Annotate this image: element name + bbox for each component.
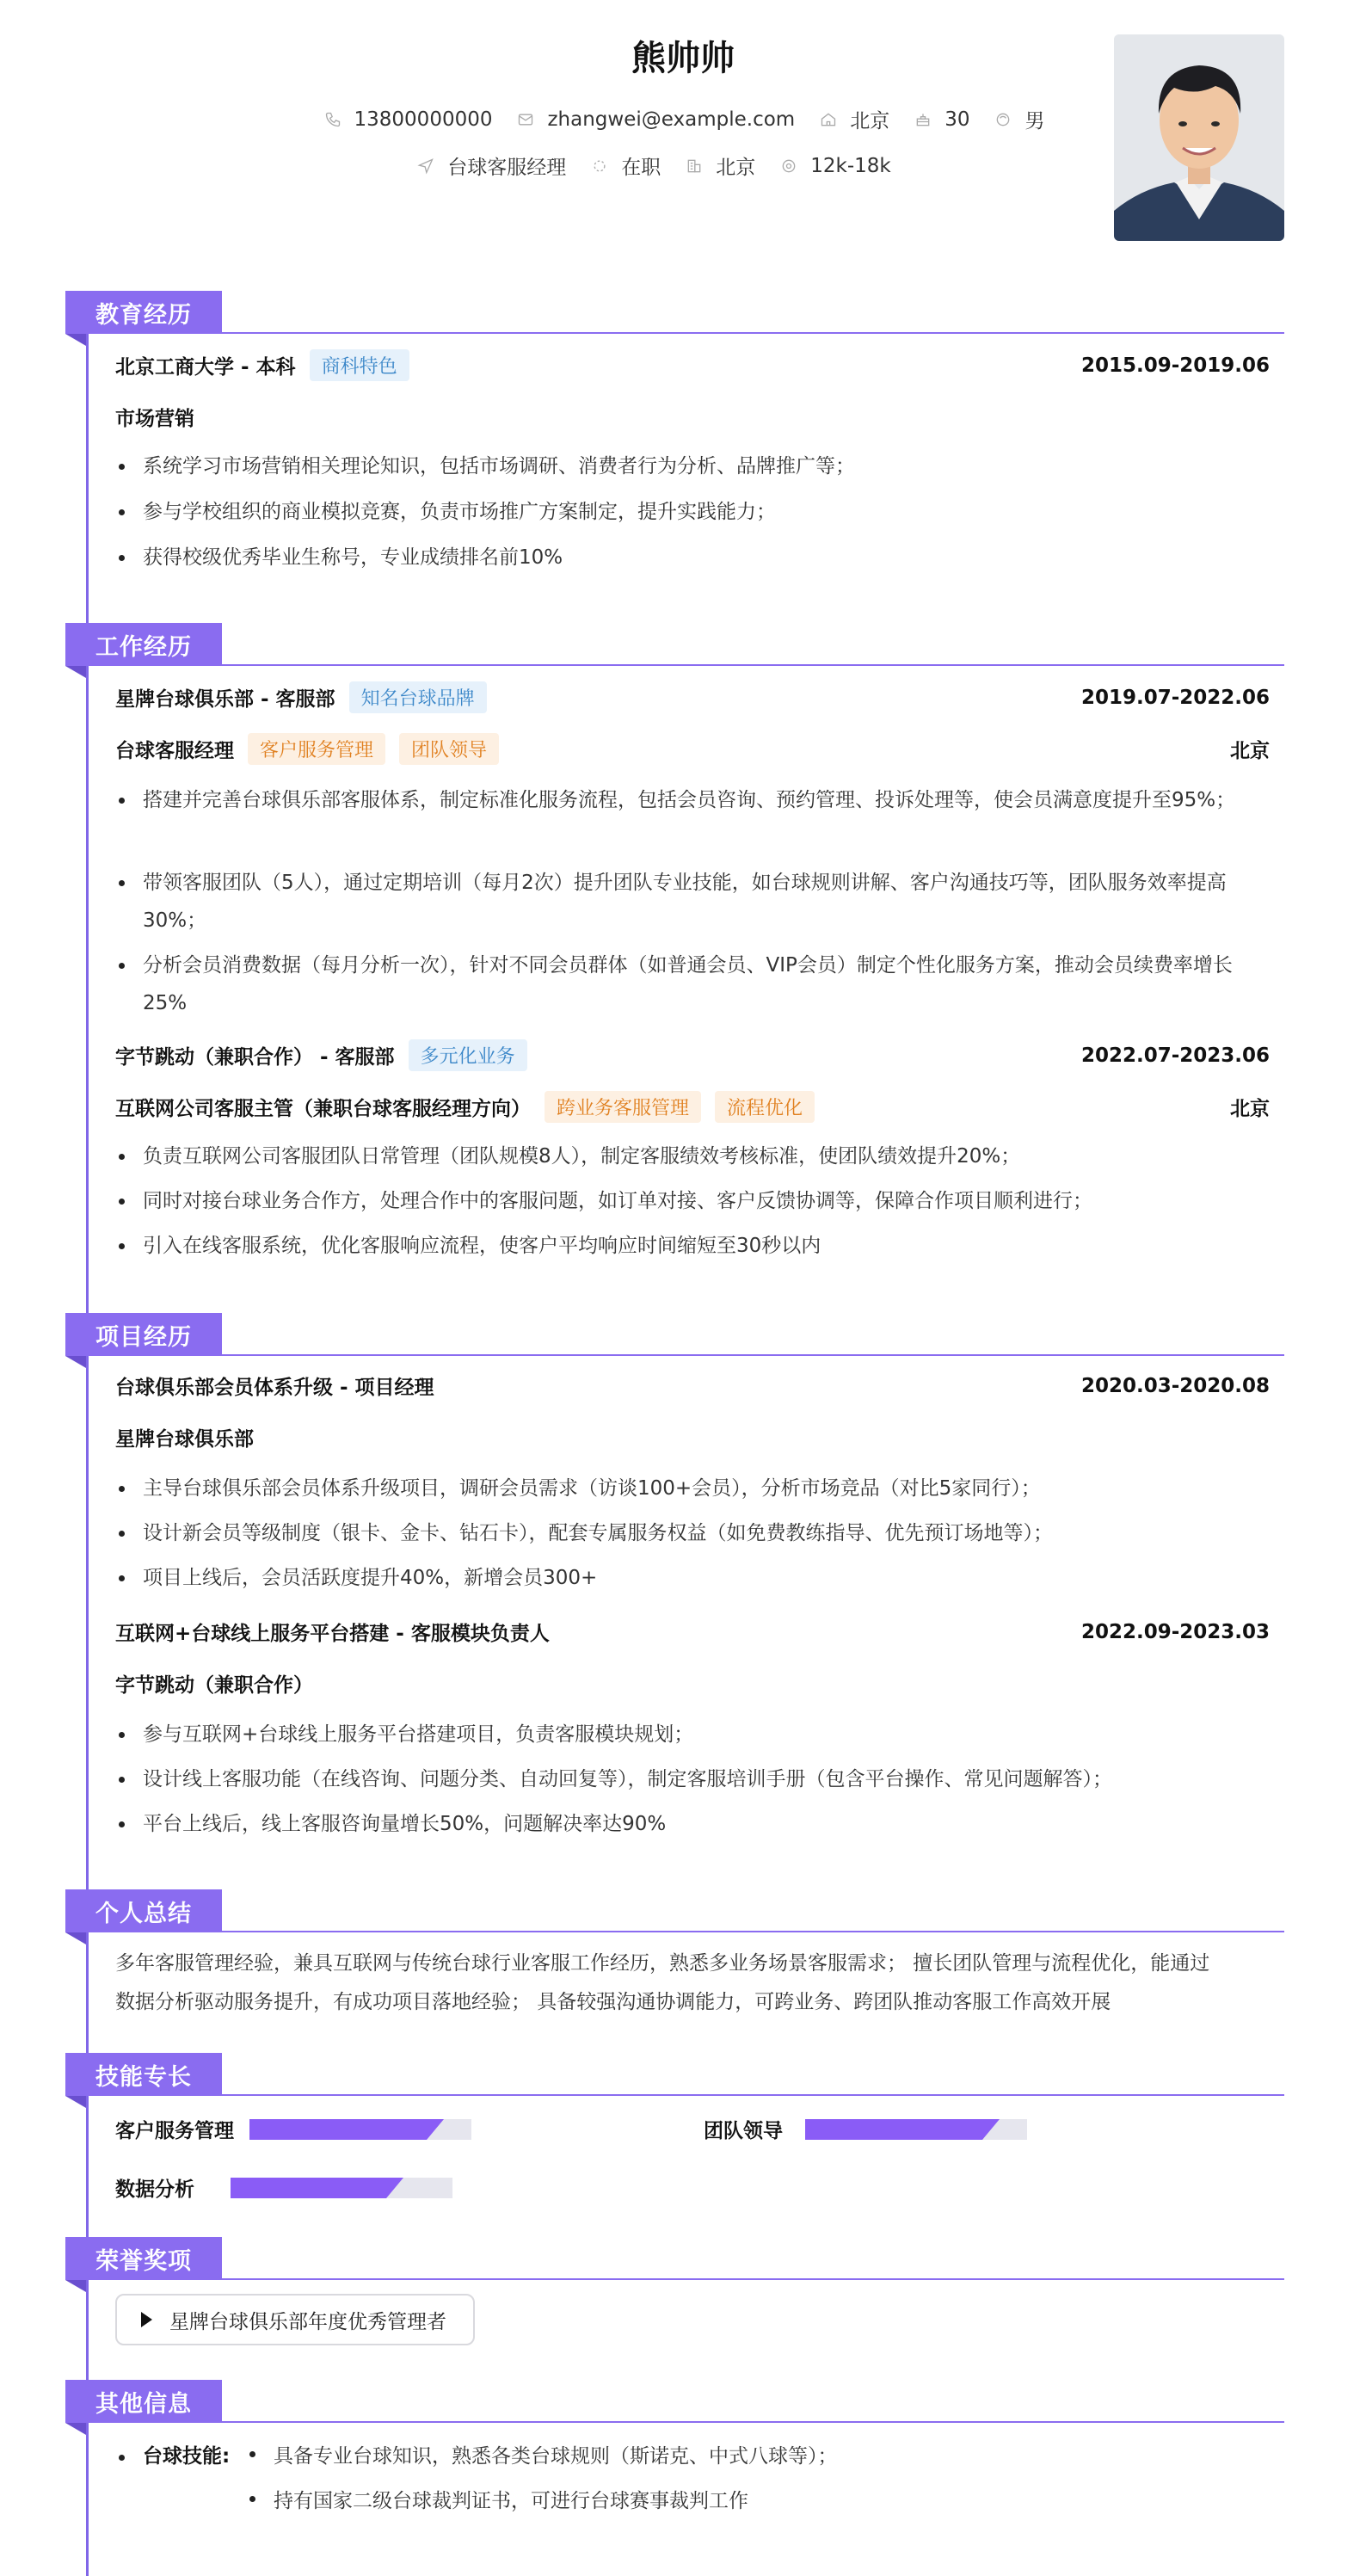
work-role-row: [115, 1091, 1270, 1123]
section-rule: [65, 2278, 1284, 2280]
profile-photo: [1114, 34, 1284, 241]
school-tag: 商科特色: [310, 349, 409, 381]
phone-text: 13800000000: [354, 108, 493, 131]
city-info: [819, 105, 889, 133]
project-org: 字节跳动（兼职合作）: [115, 1674, 313, 1697]
list-item: 负责互联网公司客服团队日常管理（团队规模8人），制定客服绩效考核标准，使团队绩效提升20%；: [115, 1137, 1270, 1175]
skill-fill: [805, 2119, 982, 2140]
phone-info: [323, 108, 493, 131]
project-name: 互联网+台球线上服务平台搭建 - 客服模块负责人: [115, 1623, 550, 1645]
work-location: 北京: [1230, 740, 1270, 762]
skill-item: [115, 2115, 471, 2143]
city-text: 北京: [850, 110, 890, 132]
list-item: 分析会员消费数据（每月分析一次），针对不同会员群体（如普通会员、VIP会员）制定个性化服务方案，推动会员续费率增长25%: [115, 946, 1270, 1022]
target-city-info: [685, 151, 755, 180]
section-title: 教育经历: [65, 291, 222, 334]
skill-bar: [231, 2178, 452, 2198]
skill-name: 数据分析: [115, 2179, 194, 2201]
work-company-row: [115, 681, 1270, 713]
section-rule: [65, 1354, 1284, 1356]
status-info: [590, 151, 661, 180]
list-item: 设计线上客服功能（在线咨询、问题分类、自动回复等），制定客服培训手册（包含平台操作、常见问题解答）；: [115, 1760, 1270, 1798]
target-city-text: 北京: [716, 157, 756, 179]
company-tag: 多元化业务: [409, 1039, 527, 1071]
age-info: [914, 108, 969, 131]
salary-text: 12k-18k: [810, 154, 891, 177]
role-name: 互联网公司客服主管（兼职台球客服经理方向）: [115, 1098, 531, 1120]
list-item: 参与学校组织的商业模拟竞赛，负责市场推广方案制定，提升实践能力；: [115, 493, 1270, 531]
section-skills: [65, 2053, 1284, 2098]
summary-line: 多年客服管理经验，兼具互联网与传统台球行业客服工作经历，熟悉多业务场景客服需求； 擅长团队管理与流程优化，能通过: [115, 1952, 1210, 1975]
mail-icon: [516, 110, 535, 129]
company-name: 字节跳动（兼职合作） - 客服部: [115, 1046, 395, 1069]
company-name: 星牌台球俱乐部 - 客服部: [115, 688, 335, 711]
role-tag: 客户服务管理: [248, 733, 385, 765]
section-rule: [65, 1931, 1284, 1932]
section-title: 技能专长: [65, 2053, 222, 2096]
major-name: 市场营销: [115, 408, 194, 430]
loading-icon: [590, 157, 609, 176]
section-title: 项目经历: [65, 1313, 222, 1356]
project-name: 台球俱乐部会员体系升级 - 项目经理: [115, 1377, 434, 1399]
skill-fill: [231, 2178, 386, 2198]
list-item: 设计新会员等级制度（银卡、金卡、钻石卡），配套专属服务权益（如免费教练指导、优先预订场地等）；: [115, 1514, 1270, 1552]
section-summary: [65, 1889, 1284, 1934]
list-item: 项目上线后，会员活跃度提升40%，新增会员300+: [115, 1559, 1270, 1597]
honor-item: [115, 2294, 475, 2345]
section-work: [65, 623, 1284, 668]
salary-info: [779, 155, 890, 177]
project-org-row: [115, 1423, 1270, 1451]
school-name: 北京工商大学 - 本科: [115, 356, 296, 379]
section-fold: [65, 666, 86, 678]
candidate-name: 熊帅帅: [631, 39, 735, 78]
gender-text: 男: [1024, 110, 1045, 132]
summary-line: 数据分析驱动服务提升，有成功项目落地经验； 具备较强沟通协调能力，可跨业务、跨团队推动客服工作高效开展: [115, 1991, 1111, 2013]
major-row: [115, 403, 1270, 431]
email-info: [516, 108, 795, 131]
list-item: 同时对接台球业务合作方，处理合作中的客服问题，如订单对接、客户反馈协调等，保障合作项目顺利进行；: [115, 1182, 1270, 1220]
list-item: 持有国家二级台球裁判证书，可进行台球赛事裁判工作: [248, 2485, 748, 2513]
honor-text: 星牌台球俱乐部年度优秀管理者: [169, 2310, 446, 2333]
role-tag: 团队领导: [399, 733, 499, 765]
status-text: 在职: [621, 157, 661, 179]
section-rule: [65, 2094, 1284, 2096]
section-other: [65, 2380, 1284, 2425]
home-icon: [819, 110, 838, 129]
role-tag: 跨业务客服管理: [545, 1091, 701, 1123]
skill-name: 团队领导: [704, 2120, 783, 2142]
section-fold: [65, 2096, 86, 2108]
send-icon: [416, 157, 435, 176]
role-name: 台球客服经理: [115, 740, 234, 762]
list-item: 搭建并完善台球俱乐部客服体系，制定标准化服务流程，包括会员咨询、预约管理、投诉处理等，使会员满意度提升至95%；: [115, 781, 1270, 819]
gender-info: [994, 105, 1044, 133]
building-icon: [685, 157, 704, 176]
phone-icon: [323, 110, 342, 129]
coin-icon: [779, 157, 798, 176]
section-fold: [65, 1932, 86, 1944]
work-role-row: [115, 733, 1270, 765]
section-rule: [65, 2421, 1284, 2423]
list-item: 具备专业台球知识，熟悉各类台球规则（斯诺克、中式八球等）；: [248, 2440, 838, 2468]
bullet-dot: [119, 2455, 125, 2461]
education-row: [115, 349, 1270, 381]
section-project: [65, 1313, 1284, 1358]
play-icon: [141, 2312, 152, 2327]
email-text: zhangwei@example.com: [547, 108, 796, 131]
section-fold: [65, 1356, 86, 1368]
gender-icon: [994, 110, 1012, 129]
skill-fill: [249, 2119, 427, 2140]
list-item: 平台上线后，线上客服咨询量增长50%，问题解决率达90%: [115, 1805, 1270, 1843]
work-date: 2022.07-2023.06: [1080, 1044, 1270, 1067]
role-tag: 流程优化: [715, 1091, 815, 1123]
project-org-row: [115, 1669, 1270, 1698]
section-fold: [65, 2423, 86, 2435]
list-item: 带领客服团队（5人），通过定期培训（每月2次）提升团队专业技能，如台球规则讲解、客户沟通技巧等，团队服务效率提高30%；: [115, 864, 1270, 940]
section-fold: [65, 2280, 86, 2292]
section-title: 荣誉奖项: [65, 2237, 222, 2280]
section-fold: [65, 334, 86, 346]
work-date: 2019.07-2022.06: [1080, 686, 1270, 709]
project-date: 2022.09-2023.03: [1080, 1620, 1270, 1643]
section-rule: [65, 664, 1284, 666]
section-rule: [65, 332, 1284, 334]
cake-icon: [914, 110, 932, 129]
company-tag: 知名台球品牌: [349, 681, 487, 713]
list-item: 引入在线客服系统，优化客服响应流程，使客户平均响应时间缩短至30秒以内: [115, 1227, 1270, 1265]
section-honors: [65, 2237, 1284, 2282]
list-item: 主导台球俱乐部会员体系升级项目，调研会员需求（访谈100+会员），分析市场竞品（对比5家同行）；: [115, 1470, 1270, 1507]
other-label: 台球技能:: [143, 2445, 231, 2468]
skill-item: [115, 2173, 452, 2202]
contact-row: [0, 105, 1290, 133]
section-title: 个人总结: [65, 1889, 222, 1932]
skill-name: 客户服务管理: [115, 2120, 234, 2142]
list-item: 获得校级优秀毕业生称号，专业成绩排名前10%: [115, 539, 1270, 576]
project-row: [115, 1618, 1270, 1646]
section-title: 工作经历: [65, 623, 222, 666]
project-date: 2020.03-2020.08: [1080, 1374, 1270, 1397]
education-date: 2015.09-2019.06: [1080, 354, 1270, 377]
section-education: [65, 291, 1284, 336]
job-target-info: [416, 151, 566, 180]
job-target-text: 台球客服经理: [447, 157, 567, 179]
work-company-row: [115, 1039, 1270, 1071]
skill-bar: [805, 2119, 1027, 2140]
age-text: 30: [945, 108, 970, 131]
list-item: 参与互联网+台球线上服务平台搭建项目，负责客服模块规划；: [115, 1716, 1270, 1753]
project-org: 星牌台球俱乐部: [115, 1428, 254, 1451]
skill-bar: [249, 2119, 471, 2140]
project-row: [115, 1371, 1270, 1400]
section-title: 其他信息: [65, 2380, 222, 2423]
skill-item: [704, 2115, 1027, 2143]
job-intent-row: [0, 151, 1290, 180]
work-location: 北京: [1230, 1098, 1270, 1120]
list-item: 系统学习市场营销相关理论知识，包括市场调研、消费者行为分析、品牌推广等；: [115, 447, 1270, 485]
